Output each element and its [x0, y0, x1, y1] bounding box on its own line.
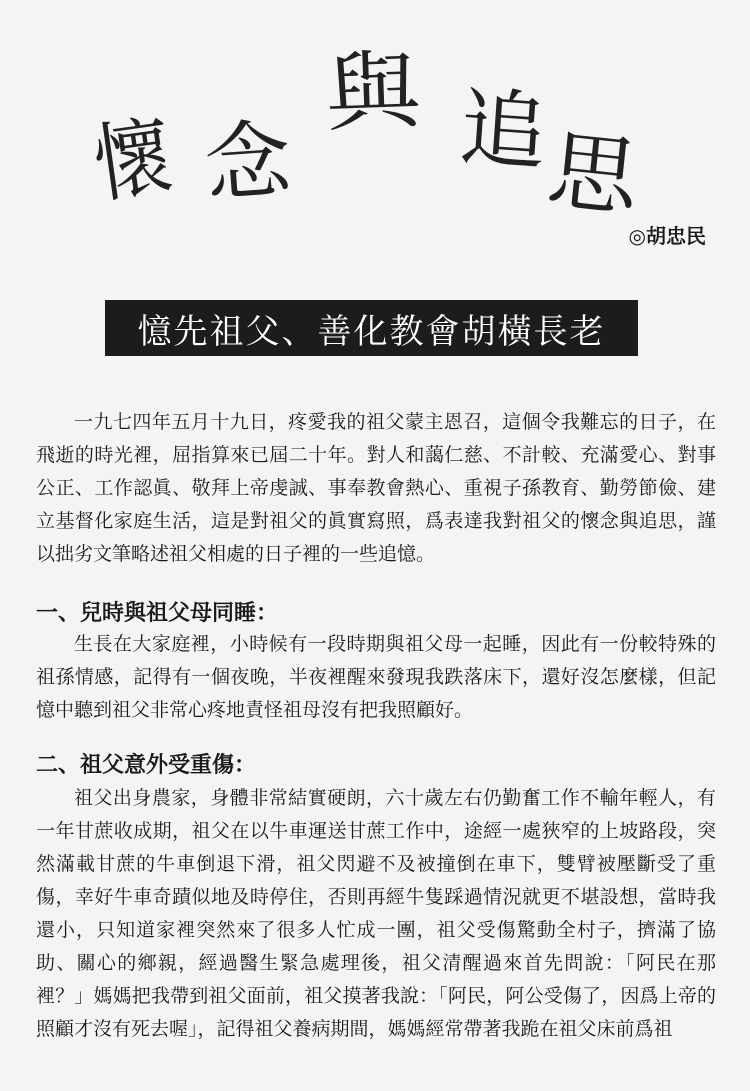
calligraphy-char: 追: [456, 78, 550, 184]
section-2: [36, 782, 716, 1046]
article-title: 憶先祖父、善化教會胡橫長老: [137, 311, 606, 352]
intro-paragraph: 一九七四年五月十九日，疼愛我的祖父蒙主恩召，這個令我難忘的日子，在飛逝的時光裡，屈指算來已屆二十年。對人和藹仁慈、不計較、充滿愛心、對事公正、工作認眞、敬拜上帝虔誠、事奉教會熱心、重視子孫教育、勤勞節儉、建立基督化家庭生活，這是對祖父的眞實寫照，爲表達我對祖父的懷念與追思，謹以拙劣文筆略述祖父相處的日子裡的一些追憶。: [36, 411, 716, 565]
section-heading-1: 一、兒時與祖父母同睡：: [36, 601, 279, 626]
calligraphy-char: 思: [542, 120, 644, 230]
section-2-paragraph: 祖父出身農家，身體非常結實硬朗，六十歲左右仍勤奮工作不輸年輕人，有一年甘蔗收成期，祖父在以牛車運送甘蔗工作中，途經一處狹窄的上坡路段，突然滿載甘蔗的牛車倒退下滑，祖父閃避不及被撞倒在車下，雙臂被壓斷受了重傷，幸好牛車奇蹟似地及時停住，否則再經牛隻踩過情況就更不堪設想，當時我還小，只知道家裡突然來了很多人忙成一團，祖父受傷驚動全村子，擠滿了協助、關心的鄉親，經過醫生緊急處理後，祖父清醒過來首先問說：「阿民在那裡？」媽媽把我帶到祖父面前，祖父摸著我說：「阿民，阿公受傷了，因爲上帝的照顧才沒有死去喔」，記得祖父養病期間，媽媽經常帶著我跪在祖父床前爲祖: [36, 787, 716, 1040]
section-1: [36, 628, 716, 727]
calligraphy-char: 懷: [87, 106, 179, 216]
calligraphy-title: [80, 40, 644, 230]
section-1-paragraph: 生長在大家庭裡，小時候有一段時期與祖父母一起睡，因此有一份較特殊的祖孫情感，記得有一個夜晚，半夜裡醒來發現我跌落床下，還好沒怎麼樣，但記憶中聽到祖父非常心疼地責怪祖母沒有把我照顧好。: [36, 633, 716, 721]
article-title-banner: [105, 300, 638, 356]
calligraphy-char: 念: [201, 110, 295, 216]
calligraphy-char: 與: [323, 41, 423, 145]
author-byline: ◎胡忠民: [628, 224, 706, 248]
section-heading-2: 二、祖父意外受重傷：: [36, 753, 257, 778]
intro-section: [36, 406, 716, 571]
